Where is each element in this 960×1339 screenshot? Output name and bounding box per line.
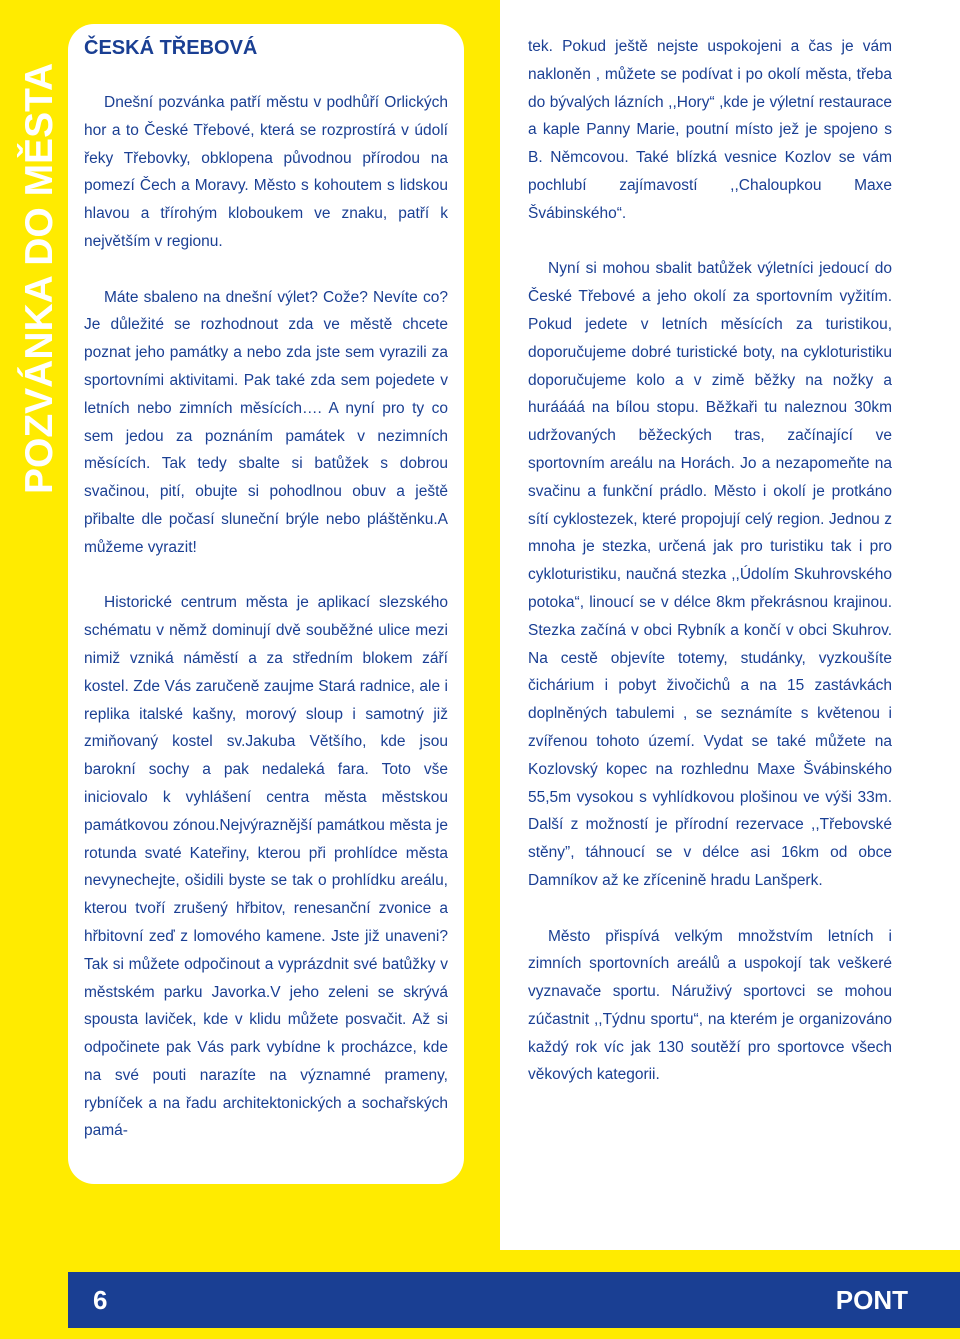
magazine-brand: PONT: [835, 1285, 908, 1315]
article-right-column: [528, 33, 892, 1089]
page-number: 6: [93, 1285, 108, 1315]
paragraph-intro: Dnešní pozvánka patří městu v podhůří Orlických hor a to České Třebové, která se rozprostírá v údolí řeky Třebovky, obklopena původnou přírodou na pomezí Čech a Moravy. Město s kohoutem s lidskou hlavou a třírohým kloboukem ve znaku, patří k největším v regionu.: [84, 94, 448, 250]
paragraph-packing: Máte sbaleno na dnešní výlet? Cože? Nevíte co? Je důležité se rozhodnout zda ve městě chcete poznat jeho památky a nebo zda jste sem vyrazili za sportovními aktivitami. Pak také zda sem pojedete v letních nebo zimních měsících…. A nyní pro ty co sem jedou za poznáním památek v nezimních měsících. Tak tedy sbalte si batůžek s dobrou svačinou, pití, obujte si pohodlnou obuv a ještě přibalte dle počasí sluneční brýle nebo pláštěnku.A můžeme vyrazit!: [84, 288, 448, 556]
footer-bar: [68, 1272, 960, 1328]
article-left-column: [84, 89, 448, 1145]
paragraph-sport-venues: Město přispívá velkým množstvím letních i zimních sportovních areálů a uspokojí tak veškeré vyznavače sportu. Náruživý sportovci se mohou zúčastnit ,,Týdnu sportu“, na kterém je organizováno každý rok víc jak 130 soutěží pro sportovce všech věkových kategorii.: [528, 927, 892, 1084]
section-side-title: POZVÁNKA DO MĚSTA: [18, 62, 61, 494]
paragraph-sports: Nyní si mohou sbalit batůžek výletníci jedoucí do České Třebové a jeho okolí za sportovním vyžitím. Pokud jedete v letních měsících za turistikou, doporučujeme dobré turistické boty, na cykloturistiku doporučujeme kolo a v zimě běžky na nožky a huráááá na bílou stopu. Běžkaři tu naleznou 30km udržovaných běžeckých tras, začínající ve sportovním areálu na Horách. Jo a nezapomeňte na svačinu a funkční prádlo. Město i okolí je protkáno sítí cyklostezek, které propojují celý region. Jednou z mnoha je stezka, určená jak pro turistiku tak i pro cykloturistiku, naučná stezka ,,Údolím Skuhrovského potoka“, linoucí se v délce 8km překrásnou krajinou. Stezka začíná v obci Rybník a končí v obci Skuhrov. Na cestě objevíte totemy, studánky, vyzkoušíte čichárium i pobyt živočichů a na 15 zastávkách doplněných tabulemi , se seznámíte s květenou i zvířenou tohoto území. Vydat se také můžete na Kozlovský kopec na rozhlednu Maxe Švábinského 55,5m vysokou s vyhlídkovou plošinou ve výši 33m. Další z možností je přírodní rezervace ,,Třebovské stěny”, táhnoucí se v délce asi 16km od obce Damníkov až ke zřícenině hradu Lanšperk.: [528, 260, 892, 889]
article-title: ČESKÁ TŘEBOVÁ: [84, 37, 258, 59]
paragraph-historic-centre: Historické centrum města je aplikací slezského schématu v němž dominují dvě souběžné ulice mezi nimiž vzniká náměstí a za středním blokem září kostel. Zde Vás zaručeně zaujme Stará radnice, ale i replika italské kašny, morový sloup i samotný již zmiňovaný kostel sv.Jakuba Většího, kde jsou barokní sochy a pak nedaleká fara. Toto vše iniciovalo k vyhlášení centra města městskou památkovou zónou.Nejvýraznější památkou města je rotunda svaté Kateřiny, kterou při prohlídce města nevynechejte, ošidili byste se tak o prohlídku areálu, kterou tvoří zrušený hřbitov, renesanční zvonice a hřbitovní zeď z lomového kamene. Jste již unaveni? Tak si můžete odpočinout a vyprázdnit své batůžky v městském parku Javorka.V jeho zeleni se skrývá spousta laviček, kde v klidu můžete posvačit. Až si odpočinete pak Vás park vybídne k procházce, kde na své pouti narazíte na významné prameny, rybníček a na řadu architektonických a sochařských pamá-: [84, 594, 448, 1140]
paragraph-surroundings: tek. Pokud ještě nejste uspokojeni a čas je vám nakloněn , můžete se podívat i po okolí města, třeba do bývalých lázních ,,Hory“ ,kde je výletní restaurace a kaple Panny Marie, poutní místo jež je spojeno s B. Němcovou. Také blízká vesnice Kozlov se vám pochlubí zajímavostí ,,Chaloupkou Maxe Švábinského“.: [528, 38, 892, 222]
